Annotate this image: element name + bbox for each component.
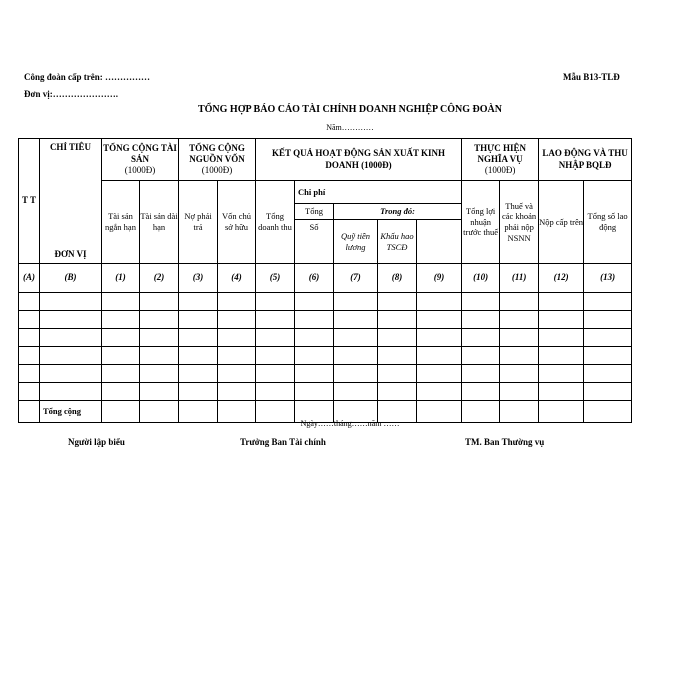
col-index-12: (12) bbox=[539, 264, 584, 293]
col-index-11: (11) bbox=[500, 264, 539, 293]
col-index-8: (8) bbox=[378, 264, 417, 293]
total-capital-label: TỔNG CỘNG NGUỒN VỐN bbox=[189, 142, 245, 164]
col-index-5: (5) bbox=[256, 264, 295, 293]
table-row bbox=[19, 329, 632, 347]
report-title: TỔNG HỢP BÁO CÁO TÀI CHÍNH DOANH NGHIỆP CÔNG ĐOÀN bbox=[197, 104, 502, 115]
business-results-header: KẾT QUẢ HOẠT ĐỘNG SẢN XUẤT KINH DOANH (1000Đ) bbox=[256, 139, 462, 181]
liabilities-header: Nợ phải trả bbox=[179, 181, 218, 264]
total-capital-header bbox=[179, 139, 256, 181]
col-index-3: (3) bbox=[179, 264, 218, 293]
tt-header: T T bbox=[19, 139, 40, 264]
col-index-b: (B) bbox=[40, 264, 102, 293]
upper-union-label: Công đoàn cấp trên: …………… bbox=[24, 72, 151, 82]
finance-head-signature-label: Trưởng Ban Tài chính bbox=[240, 437, 326, 447]
long-term-assets-header: Tài sản dài hạn bbox=[140, 181, 179, 264]
col-index-1: (1) bbox=[102, 264, 140, 293]
standing-committee-signature-label: TM. Ban Thường vụ bbox=[465, 437, 545, 447]
depreciation-header: Khấu hao TSCĐ bbox=[378, 220, 417, 264]
criteria-header bbox=[40, 139, 102, 264]
total-revenue-header: Tổng doanh thu bbox=[256, 181, 295, 264]
col-index-4: (4) bbox=[218, 264, 256, 293]
table-row bbox=[19, 311, 632, 329]
col-index-7: (7) bbox=[334, 264, 378, 293]
total-workers-header: Tổng số lao động bbox=[584, 181, 632, 264]
col-index-6: (6) bbox=[295, 264, 334, 293]
labor-income-header: LAO ĐỘNG VÀ THU NHẬP BQLĐ bbox=[539, 139, 632, 181]
col-index-a: (A) bbox=[19, 264, 40, 293]
table-row bbox=[19, 293, 632, 311]
taxes-header: Thuế và các khoản phải nộp NSNN bbox=[500, 181, 539, 264]
form-code: Mẫu B13-TLĐ bbox=[563, 72, 620, 82]
date-line: Ngày……tháng……năm …… bbox=[300, 419, 400, 428]
obligations-unit: (1000Đ) bbox=[484, 165, 516, 176]
preparer-signature-label: Người lập biểu bbox=[68, 437, 125, 447]
equity-header: Vốn chủ sở hữu bbox=[218, 181, 256, 264]
of-which-header: Trong đó: bbox=[334, 204, 462, 220]
report-period: Năm………… bbox=[326, 123, 374, 132]
total-capital-unit: (1000Đ) bbox=[201, 165, 233, 176]
total-expense-header: Tổng bbox=[295, 204, 334, 220]
financial-summary-table bbox=[18, 138, 632, 423]
unit-label: Đơn vị:…………………. bbox=[24, 89, 118, 99]
criteria-label: CHỈ TIÊU bbox=[49, 142, 92, 152]
upper-contribution-header: Nộp cấp trên bbox=[539, 181, 584, 264]
salary-fund-header: Quỹ tiền lương bbox=[334, 220, 378, 264]
table-row bbox=[19, 347, 632, 365]
total-assets-label: TỔNG CỘNG TÀI SẢN bbox=[103, 142, 177, 164]
obligations-label: THỰC HIỆN NGHĨA VỤ bbox=[474, 142, 527, 164]
total-assets-header bbox=[102, 139, 179, 181]
obligations-header bbox=[462, 139, 539, 181]
expenses-header: Chi phí bbox=[295, 181, 462, 204]
total-profit-header: Tổng lợi nhuận trước thuế bbox=[462, 181, 500, 264]
col-index-10: (10) bbox=[462, 264, 500, 293]
amount-header: Số bbox=[295, 220, 334, 264]
total-row-label: Tổng cộng bbox=[40, 401, 102, 423]
col-index-13: (13) bbox=[584, 264, 632, 293]
col-index-2: (2) bbox=[140, 264, 179, 293]
col-index-9: (9) bbox=[417, 264, 462, 293]
short-term-assets-header: Tài sản ngắn hạn bbox=[102, 181, 140, 264]
total-assets-unit: (1000Đ) bbox=[124, 165, 156, 176]
unit-column-label: ĐƠN VỊ bbox=[54, 248, 87, 259]
table-row bbox=[19, 383, 632, 401]
table-row bbox=[19, 365, 632, 383]
